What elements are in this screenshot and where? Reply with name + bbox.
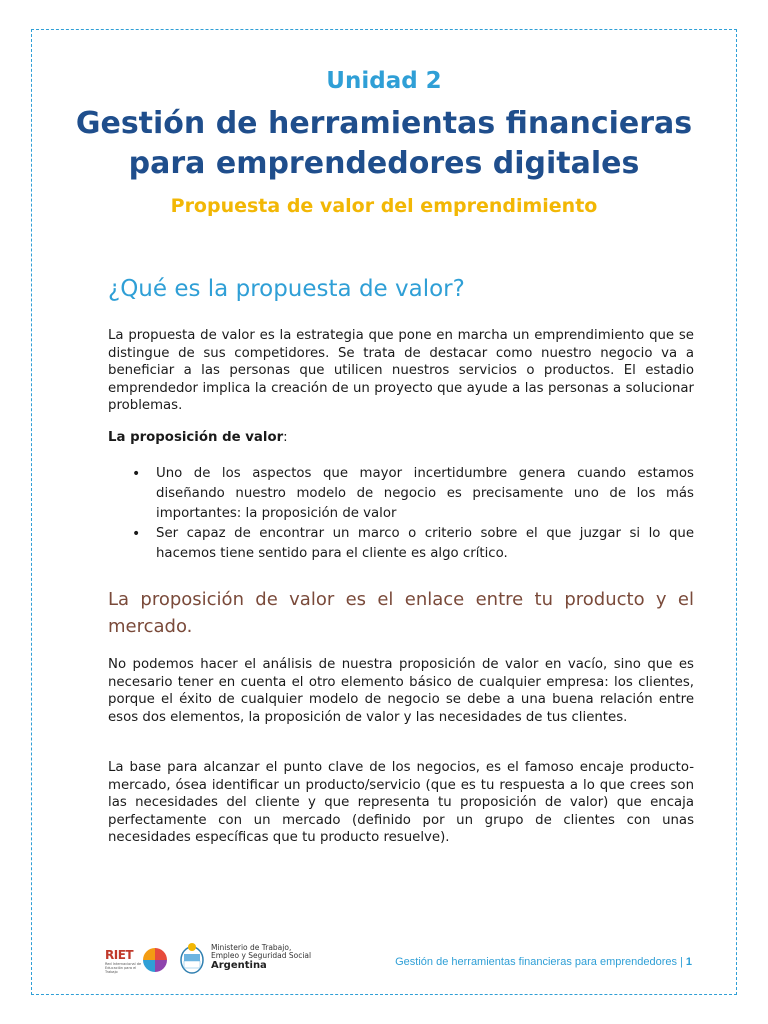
analysis-paragraph: No podemos hacer el análisis de nuestra proposición de valor en vacío, sino que es necesario tener en cuenta el otro elemento básico de cualquier empresa: los clientes, porque el éxito de cualquier modelo de negocio se debe a una buena relación entre esos dos elementos, la proposición de valor y las necesidades de tus clientes.: [108, 657, 694, 725]
label-bold: La proposición de valor: [108, 430, 284, 445]
intro-paragraph: La propuesta de valor es la estrategia que pone en marcha un emprendimiento que se distingue de sus competidores. Se trata de destacar como nuestro negocio va a beneficiar a las personas que utilicen nuestros servicios o productos. El estadio emprendedor implica la creación de un proyecto que ayude a las personas a solucionar problemas.: [108, 328, 694, 413]
footer-doc-title: Gestión de herramientas financieras para emprendedores: [395, 956, 678, 968]
riet-logo: [103, 946, 173, 974]
riet-logo-subtitle: Red Internacional de Educación para el Trabajo: [105, 962, 142, 974]
ministerio-logo-text: [211, 944, 311, 971]
section-heading-link: La proposición de valor es el enlace entre tu producto y el mercado.: [108, 589, 694, 637]
title-line-1: Gestión de herramientas financieras: [75, 106, 693, 141]
list-item-text: Uno de los aspectos que mayor incertidumbre genera cuando estamos diseñando nuestro modelo de negocio es precisamente uno de los más importantes: la proposición de valor: [156, 466, 694, 521]
title-line-2: para emprendedores digitales: [128, 146, 640, 181]
page-number: 1: [685, 956, 692, 968]
unit-label: Unidad 2: [326, 68, 442, 94]
bullet-icon: •: [132, 466, 141, 482]
product-market-fit-paragraph: La base para alcanzar el punto clave de los negocios, es el famoso encaje producto-mercado, ósea identificar un producto/servicio (que es tu respuesta a lo que crees son las necesidades del cliente y que representa tu proposición de valor) que encaja perfectamente con un mercado (definido por un grupo de clientes con unas necesidades específicas que tu producto resuelve).: [108, 760, 694, 845]
ministerio-line-1: Ministerio de Trabajo,: [211, 943, 292, 952]
footer-logos: [103, 940, 333, 976]
page-subtitle: Propuesta de valor del emprendimiento: [170, 195, 598, 217]
page-title: [0, 104, 768, 184]
argentina-seal-icon: [179, 940, 205, 976]
list-item-text: Ser capaz de encontrar un marco o criterio sobre el que juzgar si lo que hacemos tiene sentido para el cliente es algo crítico.: [156, 526, 694, 561]
value-proposition-label: [108, 430, 288, 445]
footer-separator: |: [680, 956, 683, 968]
ministerio-line-2: Empleo y Seguridad Social: [211, 951, 312, 960]
riet-circle-icon: [141, 946, 169, 974]
label-suffix: :: [283, 430, 288, 445]
page-footer: [395, 956, 692, 968]
bullet-icon: •: [132, 526, 141, 542]
list-item: [108, 524, 694, 564]
ministerio-line-3: Argentina: [211, 960, 267, 971]
riet-logo-text: RIET: [105, 948, 134, 962]
list-item: [108, 464, 694, 524]
section-heading-what-is: ¿Qué es la propuesta de valor?: [108, 276, 465, 302]
bullet-list: [108, 464, 694, 564]
